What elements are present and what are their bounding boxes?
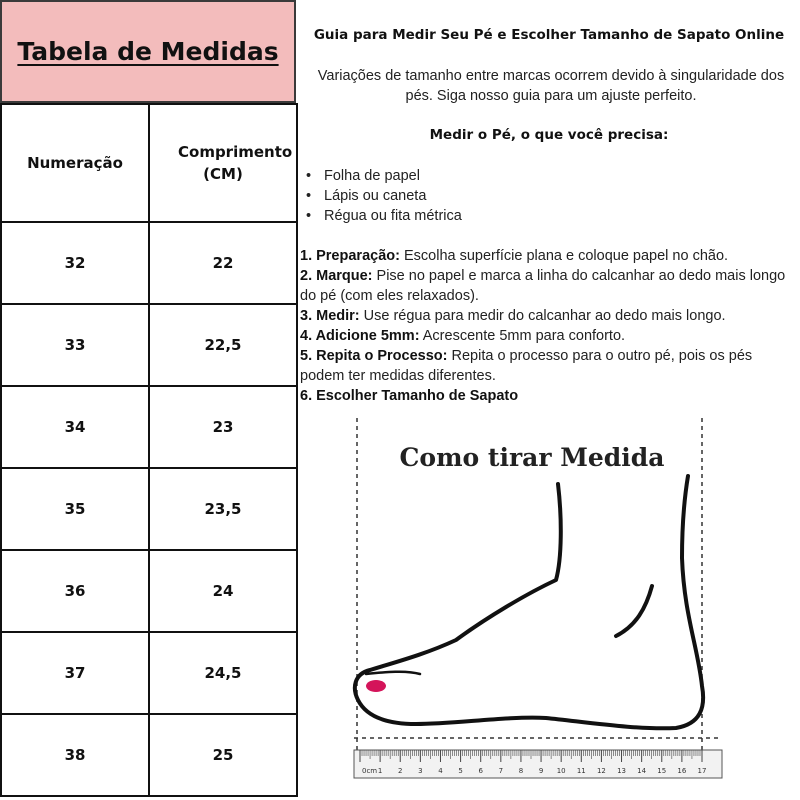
illustration-title: Como tirar Medida bbox=[399, 443, 665, 472]
step-item bbox=[300, 246, 796, 266]
length-cell: 24,5 bbox=[149, 632, 297, 714]
ruler-label: 14 bbox=[637, 767, 647, 775]
table-row bbox=[1, 222, 297, 304]
step-item bbox=[300, 346, 796, 386]
header-comprimento bbox=[149, 104, 297, 222]
table-row bbox=[1, 632, 297, 714]
length-cell: 24 bbox=[149, 550, 297, 632]
step-text: Pise no papel e marca a linha do calcanhar ao dedo mais longo do pé (com eles relaxados). bbox=[300, 268, 786, 304]
step-label: 5. Repita o Processo: bbox=[300, 348, 448, 364]
list-item: • Lápis ou caneta bbox=[324, 186, 462, 206]
ruler bbox=[354, 750, 722, 778]
size-chart-title: Tabela de Medidas bbox=[17, 37, 279, 66]
ruler-label: 7 bbox=[498, 767, 504, 775]
size-cell: 37 bbox=[1, 632, 149, 714]
ruler-label: 0cm bbox=[362, 767, 378, 775]
length-cell: 25 bbox=[149, 714, 297, 796]
step-label: 1. Preparação: bbox=[300, 248, 400, 264]
need-title: Medir o Pé, o que você precisa: bbox=[429, 127, 669, 143]
step-item bbox=[300, 326, 796, 346]
table-row bbox=[1, 468, 297, 550]
ruler-label: 12 bbox=[596, 767, 606, 775]
header-comprimento-label: Comprimento (CM) bbox=[178, 143, 293, 183]
table-row bbox=[1, 304, 297, 386]
toe-line bbox=[366, 672, 420, 674]
size-cell: 38 bbox=[1, 714, 149, 796]
size-cell: 34 bbox=[1, 386, 149, 468]
table-row bbox=[1, 714, 297, 796]
ruler-label: 10 bbox=[556, 767, 566, 775]
list-item: • Régua ou fita métrica bbox=[324, 206, 462, 226]
ruler-label: 9 bbox=[538, 767, 544, 775]
size-table bbox=[0, 103, 298, 797]
table-row bbox=[1, 386, 297, 468]
step-text: Escolha superfície plana e coloque papel no chão. bbox=[399, 248, 729, 264]
length-cell: 23 bbox=[149, 386, 297, 468]
step-label: 4. Adicione 5mm: bbox=[300, 328, 420, 344]
step-label: 2. Marque: bbox=[300, 268, 373, 284]
ruler-label: 4 bbox=[438, 767, 443, 775]
size-cell: 36 bbox=[1, 550, 149, 632]
table-row bbox=[1, 550, 297, 632]
size-cell: 33 bbox=[1, 304, 149, 386]
ruler-label: 1 bbox=[377, 767, 383, 775]
guide-intro: Variações de tamanho entre marcas ocorrem devido à singularidade dos pés. Siga nosso guia para um ajuste perfeito. bbox=[317, 68, 785, 104]
foot-outline bbox=[355, 476, 703, 728]
ruler-label: 11 bbox=[576, 767, 586, 775]
step-text: Repita o processo para o outro pé, pois os pés podem ter medidas diferentes. bbox=[300, 348, 753, 384]
size-chart-title-box bbox=[0, 0, 296, 103]
ruler-label: 2 bbox=[398, 767, 403, 775]
table-header-row bbox=[1, 104, 297, 222]
ruler-label: 16 bbox=[677, 767, 687, 775]
ruler-label: 17 bbox=[697, 767, 707, 775]
ruler-label: 13 bbox=[617, 767, 626, 775]
ruler-label: 8 bbox=[518, 767, 524, 775]
length-cell: 22 bbox=[149, 222, 297, 304]
ruler-label: 3 bbox=[418, 767, 423, 775]
step-text: Use régua para medir do calcanhar ao dedo mais longo. bbox=[359, 308, 726, 324]
size-cell: 32 bbox=[1, 222, 149, 304]
step-label: 6. Escolher Tamanho de Sapato bbox=[300, 388, 519, 404]
header-numeracao: Numeração bbox=[1, 104, 149, 222]
foot-measurement-illustration bbox=[346, 418, 728, 790]
size-cell: 35 bbox=[1, 468, 149, 550]
size-chart-panel bbox=[0, 0, 296, 800]
step-item bbox=[300, 266, 796, 306]
length-cell: 23,5 bbox=[149, 468, 297, 550]
guide-title: Guia para Medir Seu Pé e Escolher Tamanho de Sapato Online bbox=[313, 27, 785, 43]
step-item bbox=[300, 306, 796, 326]
length-cell: 22,5 bbox=[149, 304, 297, 386]
ruler-label: 15 bbox=[657, 767, 667, 775]
step-text: Acrescente 5mm para conforto. bbox=[419, 328, 626, 344]
step-item bbox=[300, 386, 796, 406]
step-label: 3. Medir: bbox=[300, 308, 360, 324]
ankle-detail bbox=[616, 586, 652, 636]
toenail bbox=[366, 680, 386, 692]
list-item: • Folha de papel bbox=[324, 166, 462, 186]
need-list bbox=[324, 166, 462, 226]
ruler-label: 6 bbox=[478, 767, 483, 775]
ruler-label: 5 bbox=[458, 767, 463, 775]
steps-list bbox=[300, 246, 796, 406]
